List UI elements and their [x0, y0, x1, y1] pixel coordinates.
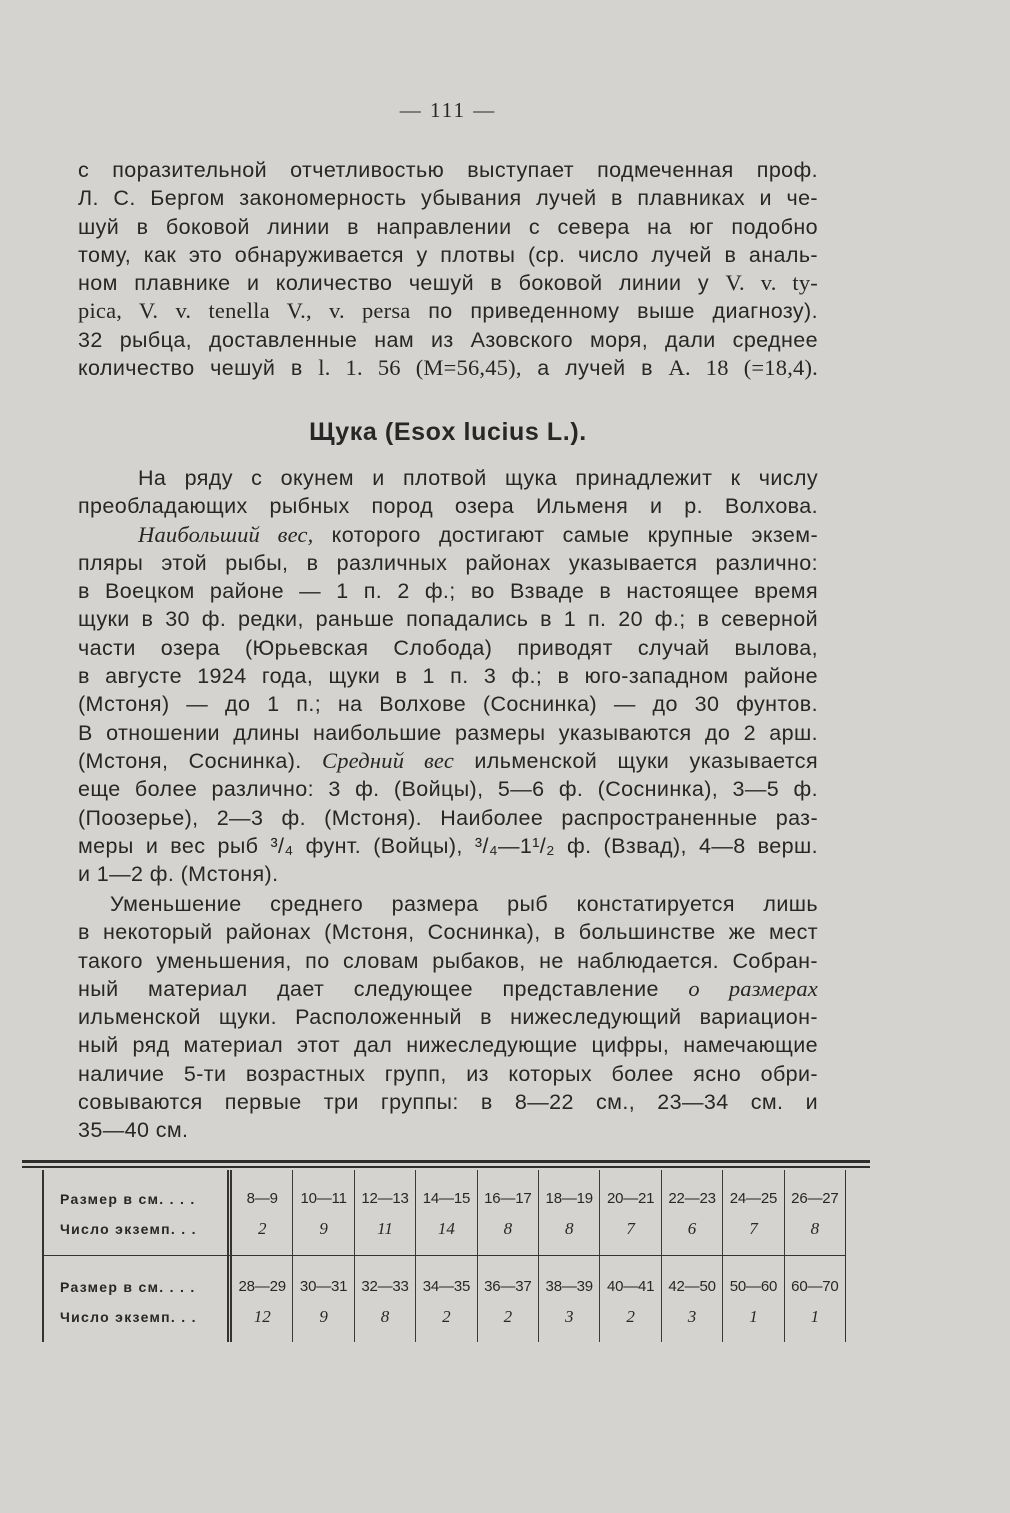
text-segment: ный ряд материал этот дал нижеследующие цифры, намечающие — [78, 1033, 818, 1058]
text-line — [78, 492, 818, 520]
size-range-cell: 12—13 — [361, 1190, 409, 1207]
text-line — [78, 549, 818, 577]
italic-term: Наибольший вес, — [138, 521, 314, 547]
size-range-cell: 36—37 — [484, 1278, 532, 1295]
table-column — [354, 1170, 415, 1255]
text-line — [78, 464, 818, 492]
text-segment: щуки в 30 ф. редки, раньше попадались в 1 п. 20 ф.; в северной — [78, 607, 818, 632]
size-range-cell: 22—23 — [668, 1190, 716, 1207]
table-column — [538, 1256, 599, 1342]
table-column — [722, 1170, 783, 1255]
text-segment: которого достигают самые крупные экзем- — [313, 522, 818, 547]
specimen-count-cell: 7 — [749, 1219, 758, 1238]
paragraph-2 — [78, 464, 818, 888]
text-line — [78, 269, 818, 297]
italic-term: о размерах — [688, 975, 818, 1001]
text-line — [78, 947, 818, 975]
size-range-cell: 16—17 — [484, 1190, 532, 1207]
text-line — [78, 662, 818, 690]
text-segment: преобладающих рыбных пород озера Ильменя и р. Волхова. — [78, 494, 818, 519]
text-line — [78, 241, 818, 269]
text-segment: еще более различно: 3 ф. (Войцы), 5—6 ф. (Соснинка), 3—5 ф. — [78, 777, 818, 802]
text-line — [78, 890, 818, 918]
size-range-cell: 24—25 — [729, 1190, 778, 1207]
text-line — [78, 213, 818, 241]
text-segment: (Мстоня) — до 1 п.; на Волхове (Соснинка) — до 30 фунтов. — [78, 692, 818, 717]
size-range-cell: 38—39 — [545, 1278, 593, 1295]
text-segment: шуй в боковой линии в направлении с севера на юг подобно — [78, 214, 818, 239]
row-labels — [44, 1170, 232, 1255]
text-segment: (Поозерье), 2—3 ф. (Мстоня). Наиболее распространенные раз- — [78, 805, 818, 830]
text-segment: такого уменьшения, по словам рыбаков, не наблюдается. Собран- — [78, 948, 818, 973]
text-line — [78, 1088, 818, 1116]
table-column — [599, 1170, 660, 1255]
specimen-count-cell: 7 — [626, 1219, 635, 1238]
text-line — [78, 719, 818, 747]
latin-name: V. v. ty- — [725, 270, 819, 296]
size-range-cell: 28—29 — [238, 1278, 286, 1295]
text-segment: наличие 5-ти возрастных групп, из которых более ясно обри- — [78, 1061, 818, 1086]
size-range-cell: 26—27 — [791, 1190, 839, 1207]
text-segment: ильменской щуки. Расположенный в нижеследующий вариацион- — [78, 1005, 818, 1030]
specimen-count-cell: 2 — [442, 1307, 451, 1326]
size-range-cell: 40—41 — [606, 1278, 655, 1295]
text-line — [78, 521, 818, 549]
text-line — [78, 775, 818, 803]
size-range-cell: 60—70 — [791, 1278, 839, 1295]
count-row-label: Число экземп. . . — [60, 1309, 197, 1325]
text-line — [78, 860, 818, 888]
specimen-count-cell: 2 — [626, 1307, 635, 1326]
size-distribution-table — [42, 1170, 846, 1342]
table-column — [477, 1170, 538, 1255]
row-labels — [44, 1256, 232, 1342]
table-column — [661, 1170, 722, 1255]
count-row-label: Число экземп. . . — [60, 1221, 197, 1237]
table-column — [415, 1256, 476, 1342]
text-line — [78, 1060, 818, 1088]
size-range-cell: 14—15 — [422, 1190, 471, 1207]
paragraph-3 — [78, 890, 818, 1145]
text-segment: Уменьшение среднего размера рыб констатируется лишь — [110, 892, 818, 916]
text-line — [78, 326, 818, 354]
size-range-cell: 30—31 — [299, 1278, 348, 1295]
table-group-2 — [44, 1256, 845, 1342]
specimen-count-cell: 9 — [319, 1219, 328, 1238]
page-number: — 111 — — [399, 98, 497, 122]
size-row-label: Размер в см. . . . — [60, 1279, 196, 1295]
size-range-cell: 42—50 — [668, 1278, 716, 1295]
specimen-count-cell: 6 — [687, 1219, 697, 1238]
size-range-cell: 18—19 — [545, 1190, 593, 1207]
paragraph-1 — [78, 156, 818, 382]
text-line — [78, 354, 818, 382]
text-segment: и 1—2 ф. (Мстоня). — [78, 862, 279, 887]
table-column — [232, 1170, 292, 1255]
text-segment: тому, как это обнаруживается у плотвы (ср. число лучей в аналь- — [78, 242, 818, 267]
size-row-label: Размер в см. . . . — [60, 1191, 196, 1207]
text-segment: количество чешуй в — [78, 356, 319, 381]
table-column — [784, 1170, 845, 1255]
text-segment: На ряду с окунем и плотвой щука принадлежит к числу — [138, 466, 818, 490]
table-column — [477, 1256, 538, 1342]
italic-term: Средний вес — [322, 747, 455, 773]
text-segment: совываются первые три группы: в 8—22 см., 23—34 см. и — [78, 1090, 818, 1115]
text-line — [78, 975, 818, 1003]
text-line — [78, 184, 818, 212]
text-segment: в августе 1924 года, щуки в 1 п. 3 ф.; в юго-западном районе — [78, 664, 818, 689]
table-column — [292, 1170, 353, 1255]
table-group-1 — [44, 1170, 845, 1256]
text-line — [78, 156, 818, 184]
text-segment: 35—40 см. — [78, 1118, 189, 1143]
size-range-cell: 8—9 — [246, 1190, 278, 1207]
specimen-count-cell: 8 — [810, 1219, 820, 1238]
text-segment: Л. С. Бергом закономерность убывания лучей в плавниках и че- — [78, 186, 818, 211]
text-segment: в некоторый районах (Мстоня, Соснинка), в большинстве же мест — [78, 920, 818, 945]
text-line — [78, 747, 818, 775]
text-segment: в Воецком районе — 1 п. 2 ф.; во Взваде в настоящее время — [78, 579, 818, 604]
size-range-cell: 20—21 — [606, 1190, 655, 1207]
formula-segment: A. 18 (=18,4). — [668, 355, 818, 381]
text-line — [78, 577, 818, 605]
text-segment: ный материал дает следующее представление — [78, 976, 689, 1001]
text-segment: 32 рыбца, доставленные нам из Азовского моря, дали среднее — [78, 327, 818, 352]
specimen-count-cell: 8 — [503, 1219, 513, 1238]
size-range-cell: 32—33 — [361, 1278, 409, 1295]
size-range-cell: 34—35 — [422, 1278, 471, 1295]
formula-segment: l. 1. 56 (M=56,45), — [318, 355, 522, 381]
text-segment: (Мстоня, Соснинка). — [78, 748, 323, 773]
specimen-count-cell: 3 — [687, 1307, 697, 1326]
text-segment: ильменской щуки указывается — [454, 748, 818, 773]
specimen-count-cell: 14 — [437, 1219, 455, 1238]
text-line — [78, 1003, 818, 1031]
text-line — [78, 297, 818, 325]
text-segment: меры и вес рыб ³/₄ фунт. (Войцы), ³/₄—1¹/₂ ф. (Взвад), 4—8 верш. — [78, 833, 818, 858]
text-line — [78, 832, 818, 860]
table-column — [538, 1170, 599, 1255]
text-segment: части озера (Юрьевская Слобода) приводят случай вылова, — [78, 635, 818, 660]
table-top-rule — [22, 1166, 870, 1168]
latin-name: pica, V. v. tenella V., v. persa — [78, 298, 411, 324]
specimen-count-cell: 9 — [319, 1307, 328, 1326]
table-column — [354, 1256, 415, 1342]
table-column — [599, 1256, 660, 1342]
text-line — [78, 1031, 818, 1059]
text-segment: пляры этой рыбы, в различных районах указывается различно: — [78, 550, 818, 575]
table-column — [784, 1256, 845, 1342]
section-heading: Щука (Esox lucius L.). — [309, 418, 587, 446]
text-segment: ном плавнике и количество чешуй в боковой линии у — [78, 271, 726, 296]
specimen-count-cell: 2 — [503, 1307, 513, 1326]
table-top-rule — [22, 1160, 870, 1163]
table-column — [722, 1256, 783, 1342]
text-line — [78, 634, 818, 662]
specimen-count-cell: 3 — [564, 1307, 574, 1326]
table-column — [661, 1256, 722, 1342]
table-column — [232, 1256, 292, 1342]
text-segment: В отношении длины наибольшие размеры указываются до 2 арш. — [78, 720, 818, 745]
text-line — [78, 918, 818, 946]
specimen-count-cell: 8 — [380, 1307, 390, 1326]
specimen-count-cell: 1 — [749, 1307, 758, 1326]
specimen-count-cell: 8 — [564, 1219, 574, 1238]
specimen-count-cell: 12 — [253, 1307, 271, 1326]
text-line — [78, 804, 818, 832]
text-line — [78, 1116, 818, 1144]
specimen-count-cell: 1 — [810, 1307, 820, 1326]
table-column — [415, 1170, 476, 1255]
text-line — [78, 605, 818, 633]
text-segment: с поразительной отчетливостью выступает подмеченная проф. — [78, 158, 818, 182]
text-line — [78, 690, 818, 718]
specimen-count-cell: 11 — [377, 1219, 393, 1238]
size-range-cell: 10—11 — [300, 1190, 347, 1207]
specimen-count-cell: 2 — [257, 1219, 267, 1238]
table-column — [292, 1256, 353, 1342]
text-segment: по приведенному выше диагнозу). — [410, 299, 818, 324]
size-range-cell: 50—60 — [729, 1278, 778, 1295]
text-segment: а лучей в — [521, 356, 669, 381]
